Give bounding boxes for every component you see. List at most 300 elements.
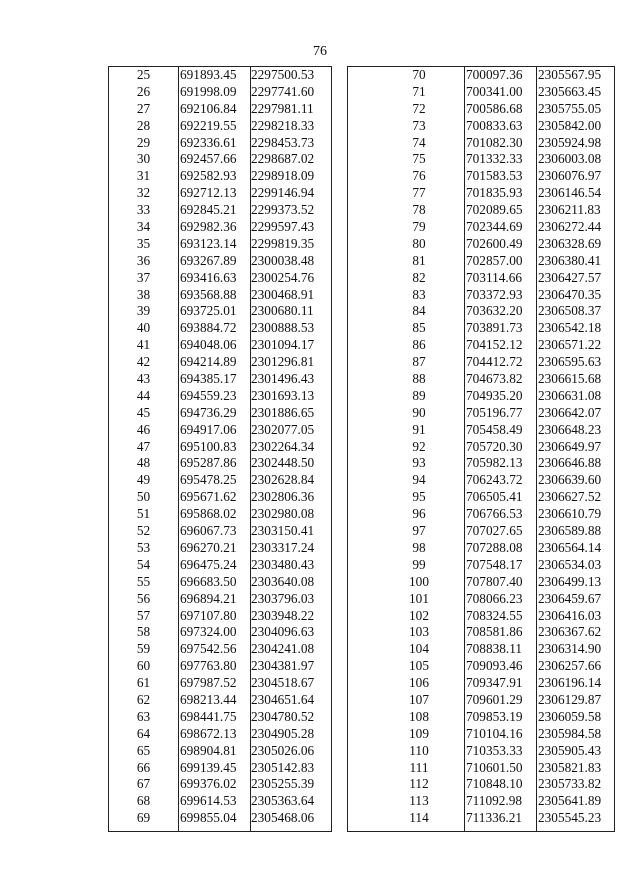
table-row [348, 726, 614, 743]
y-coordinate-cell: 2302448.50 [251, 455, 315, 471]
y-coordinate-cell: 2304651.64 [251, 691, 315, 707]
x-coordinate-cell: 692336.61 [180, 134, 237, 150]
point-number-cell: 25 [136, 67, 151, 82]
table-body [109, 67, 331, 827]
table-row [109, 760, 331, 777]
x-coordinate-cell: 691893.45 [180, 67, 237, 82]
x-coordinate-cell: 706766.53 [466, 506, 523, 522]
table-row [109, 506, 331, 523]
point-number-cell: 53 [136, 539, 151, 555]
point-number-cell: 107 [409, 691, 429, 707]
table-row [348, 135, 614, 152]
y-coordinate-cell: 2300254.76 [251, 269, 315, 285]
point-number-cell: 114 [409, 810, 429, 826]
y-coordinate-cell: 2304096.63 [251, 624, 315, 640]
table-row [109, 692, 331, 709]
x-coordinate-cell: 707027.65 [466, 523, 523, 539]
table-row [348, 118, 614, 135]
y-coordinate-cell: 2301693.13 [251, 387, 315, 403]
table-row [348, 641, 614, 658]
x-coordinate-cell: 692219.55 [180, 117, 237, 133]
y-coordinate-cell: 2306642.07 [538, 404, 602, 420]
x-coordinate-cell: 707288.08 [466, 539, 523, 555]
x-coordinate-cell: 705720.30 [466, 438, 523, 454]
y-coordinate-cell: 2305924.98 [538, 134, 602, 150]
y-coordinate-cell: 2300038.48 [251, 252, 315, 268]
x-coordinate-cell: 704152.12 [466, 337, 523, 353]
table-row [348, 624, 614, 641]
y-coordinate-cell: 2306459.67 [538, 590, 602, 606]
table-row [348, 793, 614, 810]
table-row [109, 540, 331, 557]
y-coordinate-cell: 2306314.90 [538, 641, 602, 657]
y-coordinate-cell: 2303150.41 [251, 523, 315, 539]
x-coordinate-cell: 703891.73 [466, 320, 523, 336]
point-number-cell: 80 [412, 235, 426, 251]
point-number-cell: 72 [412, 100, 426, 116]
y-coordinate-cell: 2306129.87 [538, 691, 602, 707]
y-coordinate-cell: 2306076.97 [538, 168, 602, 184]
point-number-cell: 103 [409, 624, 429, 640]
point-number-cell: 93 [412, 455, 426, 471]
table-row [348, 574, 614, 591]
table-row [348, 439, 614, 456]
x-coordinate-cell: 694048.06 [180, 337, 237, 353]
point-number-cell: 101 [409, 590, 429, 606]
x-coordinate-cell: 707807.40 [466, 573, 523, 589]
x-coordinate-cell: 705458.49 [466, 421, 523, 437]
x-coordinate-cell: 701835.93 [466, 185, 523, 201]
table-row [348, 608, 614, 625]
y-coordinate-cell: 2306257.66 [538, 658, 602, 674]
table-row [348, 658, 614, 675]
point-number-cell: 97 [412, 523, 426, 539]
table-row [348, 523, 614, 540]
y-coordinate-cell: 2299597.43 [251, 219, 315, 235]
point-number-cell: 49 [136, 472, 151, 488]
x-coordinate-cell: 702857.00 [466, 252, 523, 268]
x-coordinate-cell: 694917.06 [180, 421, 237, 437]
table-row [109, 489, 331, 506]
x-coordinate-cell: 697542.56 [180, 641, 237, 657]
table-row [109, 810, 331, 827]
x-coordinate-cell: 703372.93 [466, 286, 523, 302]
y-coordinate-cell: 2305468.06 [251, 810, 315, 826]
table-row [348, 422, 614, 439]
x-coordinate-cell: 698213.44 [180, 691, 237, 707]
point-number-cell: 33 [136, 202, 151, 218]
point-number-cell: 98 [412, 539, 426, 555]
x-coordinate-cell: 704412.72 [466, 354, 523, 370]
table-row [109, 608, 331, 625]
point-number-cell: 62 [136, 691, 151, 707]
point-number-cell: 105 [409, 658, 429, 674]
point-number-cell: 43 [136, 371, 151, 387]
point-number-cell: 108 [409, 708, 429, 724]
x-coordinate-cell: 707548.17 [466, 556, 523, 572]
table-row [348, 709, 614, 726]
table-row [109, 287, 331, 304]
y-coordinate-cell: 2298453.73 [251, 134, 315, 150]
x-coordinate-cell: 699855.04 [180, 810, 237, 826]
point-number-cell: 40 [136, 320, 151, 336]
point-number-cell: 47 [136, 438, 151, 454]
y-coordinate-cell: 2297741.60 [251, 83, 315, 99]
x-coordinate-cell: 693725.01 [180, 303, 237, 319]
y-coordinate-cell: 2304905.28 [251, 725, 315, 741]
point-number-cell: 64 [136, 725, 151, 741]
point-number-cell: 82 [412, 269, 426, 285]
y-coordinate-cell: 2306427.57 [538, 269, 602, 285]
y-coordinate-cell: 2305641.89 [538, 793, 602, 809]
table-row [348, 388, 614, 405]
point-number-cell: 96 [412, 506, 426, 522]
table-row [109, 472, 331, 489]
y-coordinate-cell: 2302264.34 [251, 438, 315, 454]
y-coordinate-cell: 2305842.00 [538, 117, 602, 133]
x-coordinate-cell: 699376.02 [180, 776, 237, 792]
point-number-cell: 39 [136, 303, 151, 319]
x-coordinate-cell: 696683.50 [180, 573, 237, 589]
point-number-cell: 83 [412, 286, 426, 302]
x-coordinate-cell: 709347.91 [466, 675, 523, 691]
point-number-cell: 46 [136, 421, 151, 437]
y-coordinate-cell: 2306508.37 [538, 303, 602, 319]
table-row [109, 337, 331, 354]
x-coordinate-cell: 693123.14 [180, 235, 237, 251]
point-number-cell: 36 [136, 252, 151, 268]
x-coordinate-cell: 708066.23 [466, 590, 523, 606]
x-coordinate-cell: 694385.17 [180, 371, 237, 387]
y-coordinate-cell: 2306328.69 [538, 235, 602, 251]
point-number-cell: 55 [136, 573, 151, 589]
table-row [109, 168, 331, 185]
y-coordinate-cell: 2302806.36 [251, 489, 315, 505]
point-number-cell: 41 [136, 337, 151, 353]
table-row [109, 523, 331, 540]
y-coordinate-cell: 2306380.41 [538, 252, 602, 268]
point-number-cell: 99 [412, 556, 426, 572]
y-coordinate-cell: 2306571.22 [538, 337, 602, 353]
table-row [109, 101, 331, 118]
y-coordinate-cell: 2298218.33 [251, 117, 315, 133]
point-number-cell: 112 [409, 776, 429, 792]
y-coordinate-cell: 2306639.60 [538, 472, 602, 488]
x-coordinate-cell: 708324.55 [466, 607, 523, 623]
point-number-cell: 85 [412, 320, 426, 336]
x-coordinate-cell: 700097.36 [466, 67, 523, 82]
point-number-cell: 51 [136, 506, 151, 522]
table-row [109, 557, 331, 574]
point-number-cell: 30 [136, 151, 151, 167]
table-row [348, 287, 614, 304]
x-coordinate-cell: 701583.53 [466, 168, 523, 184]
point-number-cell: 111 [409, 759, 429, 775]
x-coordinate-cell: 703632.20 [466, 303, 523, 319]
point-number-cell: 42 [136, 354, 151, 370]
table-row [348, 405, 614, 422]
table-row [348, 253, 614, 270]
table-body [348, 67, 614, 827]
x-coordinate-cell: 710848.10 [466, 776, 523, 792]
y-coordinate-cell: 2297981.11 [251, 100, 314, 116]
x-coordinate-cell: 692982.36 [180, 219, 237, 235]
table-row [109, 439, 331, 456]
y-coordinate-cell: 2301094.17 [251, 337, 315, 353]
y-coordinate-cell: 2303640.08 [251, 573, 315, 589]
x-coordinate-cell: 693267.89 [180, 252, 237, 268]
y-coordinate-cell: 2300888.53 [251, 320, 315, 336]
x-coordinate-cell: 706505.41 [466, 489, 523, 505]
point-number-cell: 60 [136, 658, 151, 674]
x-coordinate-cell: 702344.69 [466, 219, 523, 235]
point-number-cell: 90 [412, 404, 426, 420]
y-coordinate-cell: 2306648.23 [538, 421, 602, 437]
y-coordinate-cell: 2306059.58 [538, 708, 602, 724]
x-coordinate-cell: 701332.33 [466, 151, 523, 167]
y-coordinate-cell: 2305663.45 [538, 83, 602, 99]
table-row [109, 743, 331, 760]
y-coordinate-cell: 2304780.52 [251, 708, 315, 724]
table-row [109, 675, 331, 692]
table-row [348, 675, 614, 692]
point-number-cell: 52 [136, 523, 151, 539]
x-coordinate-cell: 705982.13 [466, 455, 523, 471]
point-number-cell: 58 [136, 624, 151, 640]
table-row [348, 67, 614, 84]
y-coordinate-cell: 2301296.81 [251, 354, 315, 370]
point-number-cell: 110 [409, 742, 429, 758]
y-coordinate-cell: 2306595.63 [538, 354, 602, 370]
y-coordinate-cell: 2303317.24 [251, 539, 315, 555]
point-number-cell: 57 [136, 607, 151, 623]
y-coordinate-cell: 2303480.43 [251, 556, 315, 572]
point-number-cell: 76 [412, 168, 426, 184]
table-row [348, 489, 614, 506]
table-row [109, 422, 331, 439]
y-coordinate-cell: 2297500.53 [251, 67, 315, 82]
y-coordinate-cell: 2301886.65 [251, 404, 315, 420]
x-coordinate-cell: 710104.16 [466, 725, 523, 741]
table-row [348, 354, 614, 371]
x-coordinate-cell: 691998.09 [180, 83, 237, 99]
x-coordinate-cell: 704935.20 [466, 387, 523, 403]
table-row [109, 793, 331, 810]
table-row [109, 320, 331, 337]
point-number-cell: 102 [409, 607, 429, 623]
y-coordinate-cell: 2306367.62 [538, 624, 602, 640]
point-number-cell: 48 [136, 455, 151, 471]
point-number-cell: 45 [136, 404, 151, 420]
point-number-cell: 61 [136, 675, 151, 691]
x-coordinate-cell: 693416.63 [180, 269, 237, 285]
y-coordinate-cell: 2305255.39 [251, 776, 315, 792]
y-coordinate-cell: 2300468.91 [251, 286, 315, 302]
y-coordinate-cell: 2306615.68 [538, 371, 602, 387]
x-coordinate-cell: 710601.50 [466, 759, 523, 775]
x-coordinate-cell: 705196.77 [466, 404, 523, 420]
point-number-cell: 88 [412, 371, 426, 387]
x-coordinate-cell: 696067.73 [180, 523, 237, 539]
x-coordinate-cell: 693884.72 [180, 320, 237, 336]
table-row [109, 574, 331, 591]
x-coordinate-cell: 711336.21 [466, 810, 523, 826]
point-number-cell: 35 [136, 235, 151, 251]
point-number-cell: 75 [412, 151, 426, 167]
table-row [109, 270, 331, 287]
x-coordinate-cell: 698672.13 [180, 725, 237, 741]
y-coordinate-cell: 2306542.18 [538, 320, 602, 336]
point-number-cell: 86 [412, 337, 426, 353]
point-number-cell: 81 [412, 252, 426, 268]
table-row [348, 760, 614, 777]
x-coordinate-cell: 699614.53 [180, 793, 237, 809]
point-number-cell: 92 [412, 438, 426, 454]
y-coordinate-cell: 2306146.54 [538, 185, 602, 201]
point-number-cell: 71 [412, 83, 426, 99]
y-coordinate-cell: 2300680.11 [251, 303, 314, 319]
point-number-cell: 70 [412, 67, 426, 82]
table-row [348, 810, 614, 827]
point-number-cell: 74 [412, 134, 426, 150]
table-row [348, 236, 614, 253]
table-row [109, 303, 331, 320]
x-coordinate-cell: 692582.93 [180, 168, 237, 184]
x-coordinate-cell: 692457.66 [180, 151, 237, 167]
x-coordinate-cell: 699139.45 [180, 759, 237, 775]
y-coordinate-cell: 2306211.83 [538, 202, 601, 218]
table-row [109, 219, 331, 236]
x-coordinate-cell: 694559.23 [180, 387, 237, 403]
point-number-cell: 94 [412, 472, 426, 488]
table-row [109, 455, 331, 472]
table-row [109, 236, 331, 253]
table-row [109, 354, 331, 371]
x-coordinate-cell: 711092.98 [466, 793, 523, 809]
table-row [109, 118, 331, 135]
point-number-cell: 56 [136, 590, 151, 606]
y-coordinate-cell: 2306003.08 [538, 151, 602, 167]
x-coordinate-cell: 702600.49 [466, 235, 523, 251]
point-number-cell: 78 [412, 202, 426, 218]
y-coordinate-cell: 2306534.03 [538, 556, 602, 572]
table-row [348, 270, 614, 287]
point-number-cell: 63 [136, 708, 151, 724]
y-coordinate-cell: 2302980.08 [251, 506, 315, 522]
x-coordinate-cell: 698441.75 [180, 708, 237, 724]
y-coordinate-cell: 2305545.23 [538, 810, 602, 826]
point-number-cell: 29 [136, 134, 151, 150]
y-coordinate-cell: 2306627.52 [538, 489, 602, 505]
y-coordinate-cell: 2305755.05 [538, 100, 602, 116]
y-coordinate-cell: 2304241.08 [251, 641, 315, 657]
table-row [348, 151, 614, 168]
y-coordinate-cell: 2302077.05 [251, 421, 315, 437]
y-coordinate-cell: 2299819.35 [251, 235, 315, 251]
coordinate-table-right [347, 66, 615, 832]
table-row [348, 557, 614, 574]
y-coordinate-cell: 2305821.83 [538, 759, 602, 775]
table-row [348, 692, 614, 709]
x-coordinate-cell: 692106.84 [180, 100, 237, 116]
y-coordinate-cell: 2305905.43 [538, 742, 602, 758]
y-coordinate-cell: 2298918.09 [251, 168, 315, 184]
page-number: 76 [313, 44, 327, 59]
point-number-cell: 34 [136, 219, 151, 235]
table-row [109, 253, 331, 270]
point-number-cell: 89 [412, 387, 426, 403]
x-coordinate-cell: 696475.24 [180, 556, 237, 572]
table-row [109, 135, 331, 152]
point-number-cell: 91 [412, 421, 426, 437]
y-coordinate-cell: 2306589.88 [538, 523, 602, 539]
x-coordinate-cell: 700586.68 [466, 100, 523, 116]
y-coordinate-cell: 2306631.08 [538, 387, 602, 403]
point-number-cell: 65 [136, 742, 151, 758]
x-coordinate-cell: 695478.25 [180, 472, 237, 488]
x-coordinate-cell: 704673.82 [466, 371, 523, 387]
table-row [109, 709, 331, 726]
point-number-cell: 26 [136, 83, 151, 99]
point-number-cell: 66 [136, 759, 151, 775]
y-coordinate-cell: 2298687.02 [251, 151, 315, 167]
y-coordinate-cell: 2306499.13 [538, 573, 602, 589]
point-number-cell: 95 [412, 489, 426, 505]
table-row [348, 168, 614, 185]
point-number-cell: 28 [136, 117, 151, 133]
table-row [348, 371, 614, 388]
point-number-cell: 54 [136, 556, 151, 572]
y-coordinate-cell: 2305026.06 [251, 742, 315, 758]
point-number-cell: 44 [136, 387, 151, 403]
point-number-cell: 100 [409, 573, 429, 589]
table-row [109, 67, 331, 84]
x-coordinate-cell: 697324.00 [180, 624, 237, 640]
point-number-cell: 87 [412, 354, 426, 370]
table-row [348, 185, 614, 202]
x-coordinate-cell: 697107.80 [180, 607, 237, 623]
x-coordinate-cell: 692845.21 [180, 202, 237, 218]
y-coordinate-cell: 2306564.14 [538, 539, 602, 555]
point-number-cell: 104 [409, 641, 429, 657]
point-number-cell: 106 [409, 675, 429, 691]
x-coordinate-cell: 708581.86 [466, 624, 523, 640]
table-row [109, 726, 331, 743]
y-coordinate-cell: 2299146.94 [251, 185, 315, 201]
point-number-cell: 84 [412, 303, 426, 319]
y-coordinate-cell: 2306416.03 [538, 607, 602, 623]
table-row [348, 506, 614, 523]
table-row [348, 776, 614, 793]
table-row [109, 84, 331, 101]
x-coordinate-cell: 697987.52 [180, 675, 237, 691]
point-number-cell: 32 [136, 185, 151, 201]
y-coordinate-cell: 2303948.22 [251, 607, 315, 623]
y-coordinate-cell: 2304518.67 [251, 675, 315, 691]
x-coordinate-cell: 696270.21 [180, 539, 237, 555]
x-coordinate-cell: 709093.46 [466, 658, 523, 674]
table-row [109, 371, 331, 388]
table-row [348, 219, 614, 236]
x-coordinate-cell: 700833.63 [466, 117, 523, 133]
table-row [348, 591, 614, 608]
point-number-cell: 31 [136, 168, 151, 184]
x-coordinate-cell: 709601.29 [466, 691, 523, 707]
x-coordinate-cell: 698904.81 [180, 742, 237, 758]
point-number-cell: 59 [136, 641, 151, 657]
table-row [109, 151, 331, 168]
x-coordinate-cell: 695868.02 [180, 506, 237, 522]
